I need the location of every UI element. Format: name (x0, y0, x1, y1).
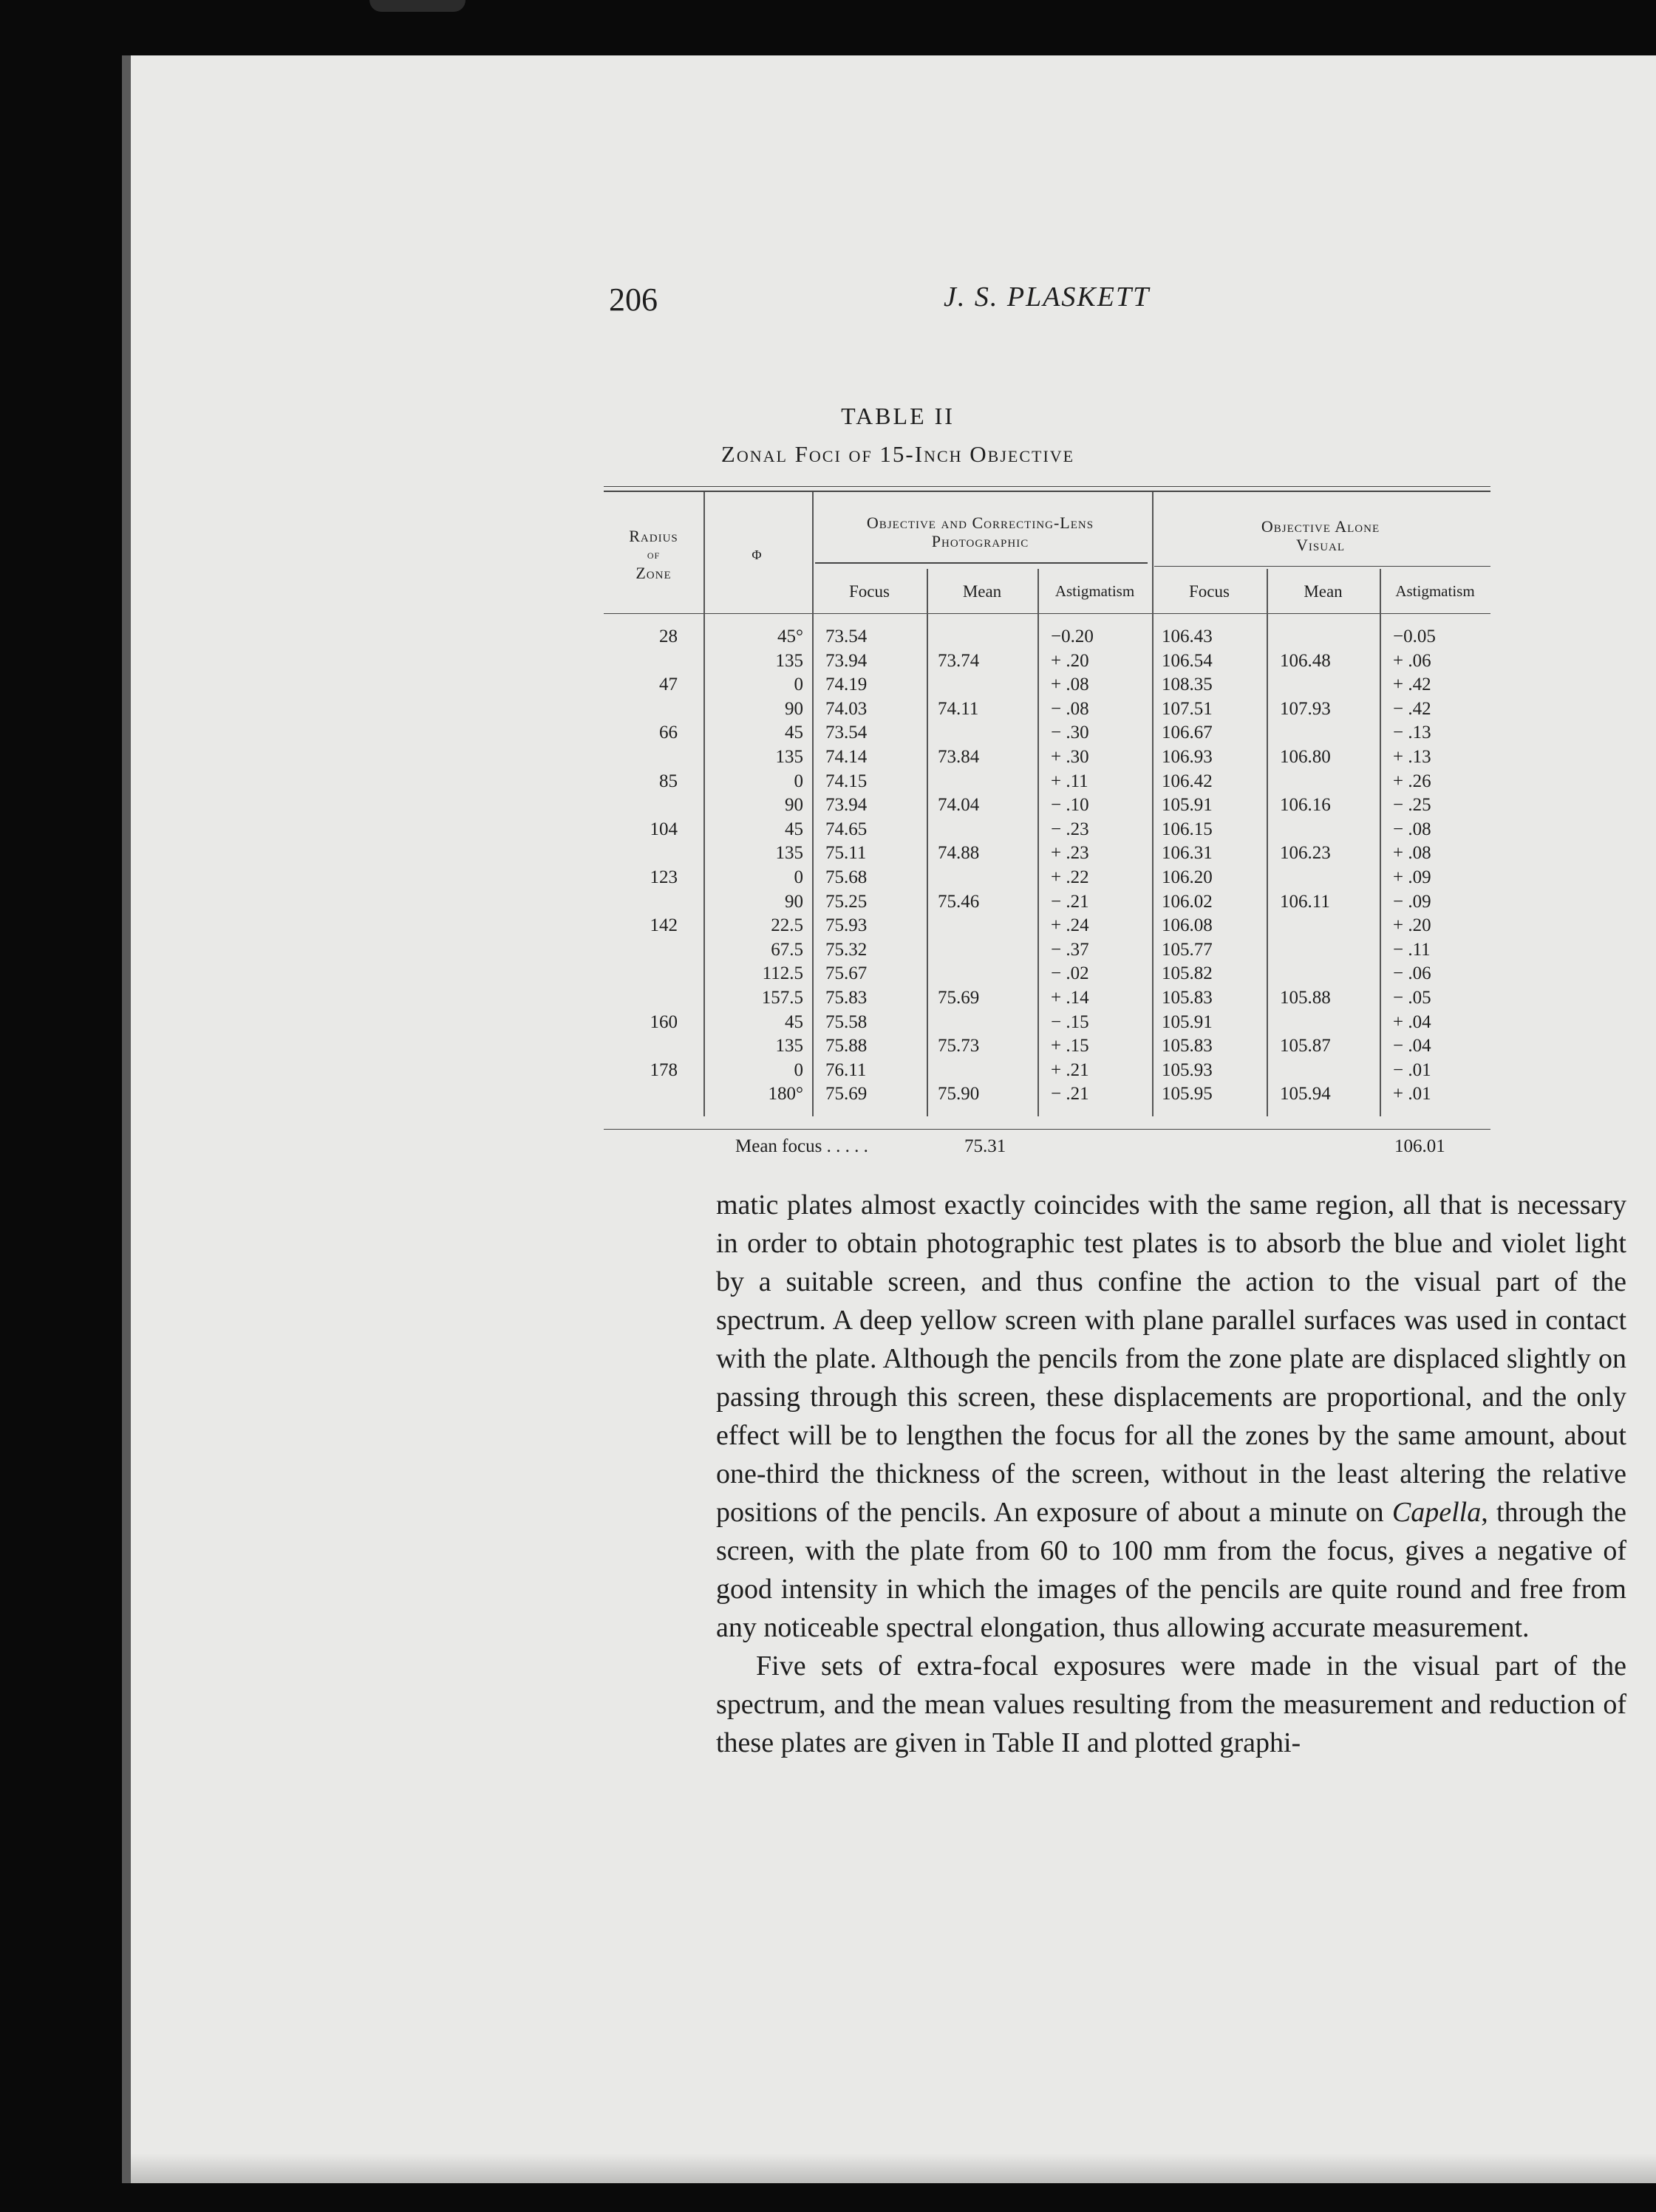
cell-v-focus: 106.54 (1162, 650, 1213, 671)
cell-p-astig: − .37 (1051, 939, 1089, 960)
cell-radius: 85 (659, 771, 678, 791)
cell-p-astig: + .22 (1051, 867, 1089, 887)
cell-p-focus: 75.93 (825, 915, 868, 936)
cell-radius: 178 (650, 1059, 678, 1080)
column-rule (1380, 569, 1381, 1116)
cell-v-astig: − .11 (1393, 939, 1431, 960)
cell-p-focus: 75.68 (825, 867, 868, 887)
book-page (122, 55, 1656, 2183)
cell-phi: 112.5 (762, 963, 803, 984)
mean-focus-visual: 106.01 (1394, 1136, 1445, 1156)
cell-p-focus: 74.19 (825, 675, 868, 695)
cell-v-focus: 106.02 (1162, 891, 1213, 912)
header-visual (1151, 517, 1490, 554)
cell-v-focus: 108.35 (1162, 675, 1213, 695)
table-top-rule (604, 486, 1490, 487)
cell-p-astig: − .30 (1051, 723, 1089, 743)
cell-v-focus: 106.15 (1162, 819, 1213, 839)
cell-v-astig: + .01 (1393, 1084, 1431, 1105)
column-rule (703, 492, 705, 1116)
table-bottom-rule (604, 1129, 1490, 1130)
cell-radius: 47 (659, 675, 678, 695)
table-top-rule (604, 491, 1490, 492)
subheader-photo-focus: Focus (849, 582, 890, 601)
cell-v-mean: 106.48 (1280, 650, 1331, 671)
cell-v-focus: 106.93 (1162, 747, 1213, 767)
cell-phi: 0 (794, 867, 803, 887)
cell-p-astig: + .21 (1051, 1059, 1089, 1080)
subheader-photo-astigmatism: Astigmatism (1054, 582, 1135, 600)
star-name: Capella (1391, 1497, 1482, 1528)
header-bottom-rule (604, 613, 1490, 614)
paragraph (716, 1186, 1626, 1647)
cell-p-focus: 73.54 (825, 627, 868, 646)
cell-v-astig: − .13 (1393, 723, 1431, 743)
cell-v-focus: 105.83 (1162, 1036, 1213, 1056)
scan-artifact (369, 0, 466, 12)
cell-phi: 135 (775, 747, 803, 767)
column-rule (812, 492, 814, 1116)
cell-v-focus: 105.83 (1162, 988, 1213, 1008)
cell-p-mean: 75.46 (938, 891, 980, 912)
cell-v-focus: 105.82 (1162, 963, 1213, 984)
running-head: J. S. PLASKETT (944, 281, 1151, 313)
cell-phi: 0 (794, 675, 803, 695)
cell-p-mean: 75.90 (938, 1084, 980, 1105)
cell-p-focus: 74.03 (825, 698, 868, 719)
subheader-photo-mean: Mean (962, 582, 1002, 601)
cell-p-focus: 75.69 (825, 1084, 868, 1105)
cell-p-focus: 74.15 (825, 771, 868, 791)
cell-phi: 45 (785, 819, 803, 839)
cell-p-astig: + .30 (1051, 747, 1089, 767)
cell-p-focus: 75.11 (825, 843, 867, 864)
cell-v-astig: − .08 (1393, 819, 1431, 839)
cell-p-focus: 76.11 (825, 1059, 867, 1080)
mean-focus-photographic: 75.31 (964, 1136, 1006, 1156)
header-photographic (812, 513, 1148, 550)
cell-p-astig: − .08 (1051, 698, 1089, 719)
header-radius-line: of (647, 547, 661, 561)
cell-p-focus: 75.83 (825, 988, 868, 1008)
cell-p-astig: + .24 (1051, 915, 1089, 936)
header-radius-line: Radius (629, 527, 678, 545)
cell-phi: 45 (785, 1011, 803, 1032)
cell-p-mean: 73.84 (938, 747, 980, 767)
cell-v-astig: − .09 (1393, 891, 1431, 912)
cell-p-astig: − .21 (1051, 1084, 1089, 1105)
cell-p-astig: − .02 (1051, 963, 1089, 984)
cell-v-astig: + .09 (1393, 867, 1431, 887)
cell-p-astig: + .11 (1051, 771, 1088, 791)
cell-phi: 180° (768, 1084, 803, 1105)
cell-p-focus: 73.94 (825, 650, 868, 671)
header-photographic-line: Objective and Correcting-Lens (866, 513, 1094, 532)
cell-v-focus: 105.91 (1162, 1011, 1213, 1032)
mean-focus-label (735, 1136, 868, 1157)
cell-v-focus: 106.42 (1162, 771, 1213, 791)
cell-v-focus: 105.91 (1162, 795, 1213, 816)
cell-radius: 28 (659, 627, 678, 646)
subheader-rule (815, 562, 1148, 564)
cell-phi: 45 (785, 723, 803, 743)
column-rule (1267, 569, 1268, 1116)
cell-v-mean: 105.94 (1280, 1084, 1331, 1105)
cell-v-mean: 105.88 (1280, 988, 1331, 1008)
cell-p-astig: −0.20 (1051, 627, 1094, 646)
header-radius (604, 527, 703, 582)
cell-v-focus: 106.67 (1162, 723, 1213, 743)
cell-phi: 157.5 (761, 988, 803, 1008)
cell-v-astig: − .25 (1393, 795, 1431, 816)
cell-p-astig: + .08 (1051, 675, 1089, 695)
paragraph-text: matic plates almost exactly coincides with the same region, all that is necessary in order to obtain photographic test plates is to absorb the blue and violet light by a suitable screen, and thus confine the action to the visual part of the spectrum. A deep yellow screen with plane parallel surfaces was used in contact with the plate. Although the pencils from the zone plate are displaced slightly on passing through this screen, these displacements are proportional, and the only effect will be to lengthen the focus for all the zones by the same amount, about one-third the thickness of the screen, without in the least altering the relative positions of the pencils. An exposure of about a minute on (716, 1189, 1626, 1528)
cell-v-astig: −0.05 (1393, 627, 1436, 646)
page-number: 206 (609, 281, 658, 318)
mean-focus-leader-dots: . . . . . (822, 1136, 868, 1156)
cell-p-mean: 73.74 (938, 650, 980, 671)
cell-p-mean: 75.69 (938, 988, 980, 1008)
paragraph-text: , through the screen, with the plate from 60 to 100 mm from the focus, gives a negative of good intensity in which the images of the pencils are quite round and free from any noticeable spectral elongation, thus allowing accurate measurement. (716, 1497, 1626, 1643)
cell-phi: 22.5 (771, 915, 803, 936)
header-visual-line: Objective Alone (1261, 517, 1380, 536)
cell-phi: 67.5 (771, 939, 803, 960)
cell-p-astig: − .21 (1051, 891, 1089, 912)
cell-p-focus: 74.65 (825, 819, 868, 839)
cell-v-focus: 107.51 (1162, 698, 1213, 719)
paragraph: Five sets of extra-focal exposures were made in the visual part of the spectrum, and the mean values resulting from the measurement and reduction of these plates are given in Table II and plotted graphi- (716, 1651, 1626, 1758)
cell-p-mean: 74.88 (938, 843, 980, 864)
cell-v-astig: − .06 (1393, 963, 1431, 984)
cell-phi: 0 (794, 771, 803, 791)
cell-v-astig: − .04 (1393, 1036, 1431, 1056)
cell-radius: 142 (650, 915, 678, 936)
cell-v-mean: 106.16 (1280, 795, 1331, 816)
cell-v-mean: 106.80 (1280, 747, 1331, 767)
column-rule (1152, 492, 1154, 1116)
cell-phi: 0 (794, 1059, 803, 1080)
cell-phi: 90 (785, 698, 803, 719)
cell-v-astig: + .13 (1393, 747, 1431, 767)
cell-p-focus: 75.58 (825, 1011, 868, 1032)
cell-v-astig: − .01 (1393, 1059, 1431, 1080)
column-rule (927, 569, 928, 1116)
cell-phi: 135 (775, 843, 803, 864)
cell-phi: 135 (775, 1036, 803, 1056)
data-table (604, 486, 1490, 1140)
cell-v-focus: 106.31 (1162, 843, 1213, 864)
cell-phi: 135 (775, 650, 803, 671)
cell-v-mean: 105.87 (1280, 1036, 1331, 1056)
cell-radius: 66 (659, 723, 678, 743)
cell-v-mean: 107.93 (1280, 698, 1331, 719)
header-visual-line: Visual (1295, 536, 1346, 554)
cell-v-focus: 106.08 (1162, 915, 1213, 936)
cell-p-focus: 75.32 (825, 939, 868, 960)
cell-p-focus: 75.67 (825, 963, 868, 984)
cell-v-focus: 106.20 (1162, 867, 1213, 887)
cell-p-astig: + .20 (1051, 650, 1089, 671)
cell-phi: 90 (785, 795, 803, 816)
cell-p-astig: − .23 (1051, 819, 1089, 839)
column-rule (1037, 569, 1039, 1116)
subheader-visual-mean: Mean (1304, 582, 1343, 601)
cell-radius: 160 (650, 1011, 678, 1032)
cell-v-focus: 105.93 (1162, 1059, 1213, 1080)
subheader-visual-focus: Focus (1189, 582, 1230, 601)
cell-v-focus: 105.77 (1162, 939, 1213, 960)
header-photographic-line: Photographic (931, 532, 1029, 550)
cell-radius: 104 (650, 819, 678, 839)
cell-v-astig: + .20 (1393, 915, 1431, 936)
cell-p-mean: 75.73 (938, 1036, 980, 1056)
subheader-rule (1154, 566, 1490, 567)
cell-radius: 123 (650, 867, 678, 887)
cell-v-focus: 105.95 (1162, 1084, 1213, 1105)
cell-v-astig: + .06 (1393, 650, 1431, 671)
cell-p-astig: + .14 (1051, 988, 1089, 1008)
cell-v-mean: 106.11 (1280, 891, 1330, 912)
cell-phi: 45° (777, 627, 803, 646)
cell-p-focus: 73.54 (825, 723, 868, 743)
cell-p-astig: − .10 (1051, 795, 1089, 816)
cell-p-mean: 74.04 (938, 795, 980, 816)
cell-v-astig: + .08 (1393, 843, 1431, 864)
table-title: TABLE II (841, 403, 955, 429)
cell-phi: 90 (785, 891, 803, 912)
cell-v-astig: + .26 (1393, 771, 1431, 791)
cell-v-astig: + .42 (1393, 675, 1431, 695)
mean-focus-label-text: Mean focus (735, 1136, 822, 1156)
cell-v-astig: + .04 (1393, 1011, 1431, 1032)
cell-v-focus: 106.43 (1162, 627, 1213, 646)
cell-v-astig: − .42 (1393, 698, 1431, 719)
cell-p-astig: + .23 (1051, 843, 1089, 864)
cell-p-focus: 73.94 (825, 795, 868, 816)
cell-v-astig: − .05 (1393, 988, 1431, 1008)
cell-p-astig: + .15 (1051, 1036, 1089, 1056)
cell-p-focus: 74.14 (825, 747, 868, 767)
cell-p-astig: − .15 (1051, 1011, 1089, 1032)
header-phi: φ (752, 542, 763, 564)
cell-v-mean: 106.23 (1280, 843, 1331, 864)
body-text (716, 1186, 1626, 1762)
header-radius-line: Zone (636, 564, 672, 582)
cell-p-focus: 75.25 (825, 891, 868, 912)
cell-p-mean: 74.11 (938, 698, 979, 719)
cell-p-focus: 75.88 (825, 1036, 868, 1056)
table-caption: Zonal Foci of 15-Inch Objective (720, 441, 1075, 467)
subheader-visual-astigmatism: Astigmatism (1395, 582, 1475, 600)
